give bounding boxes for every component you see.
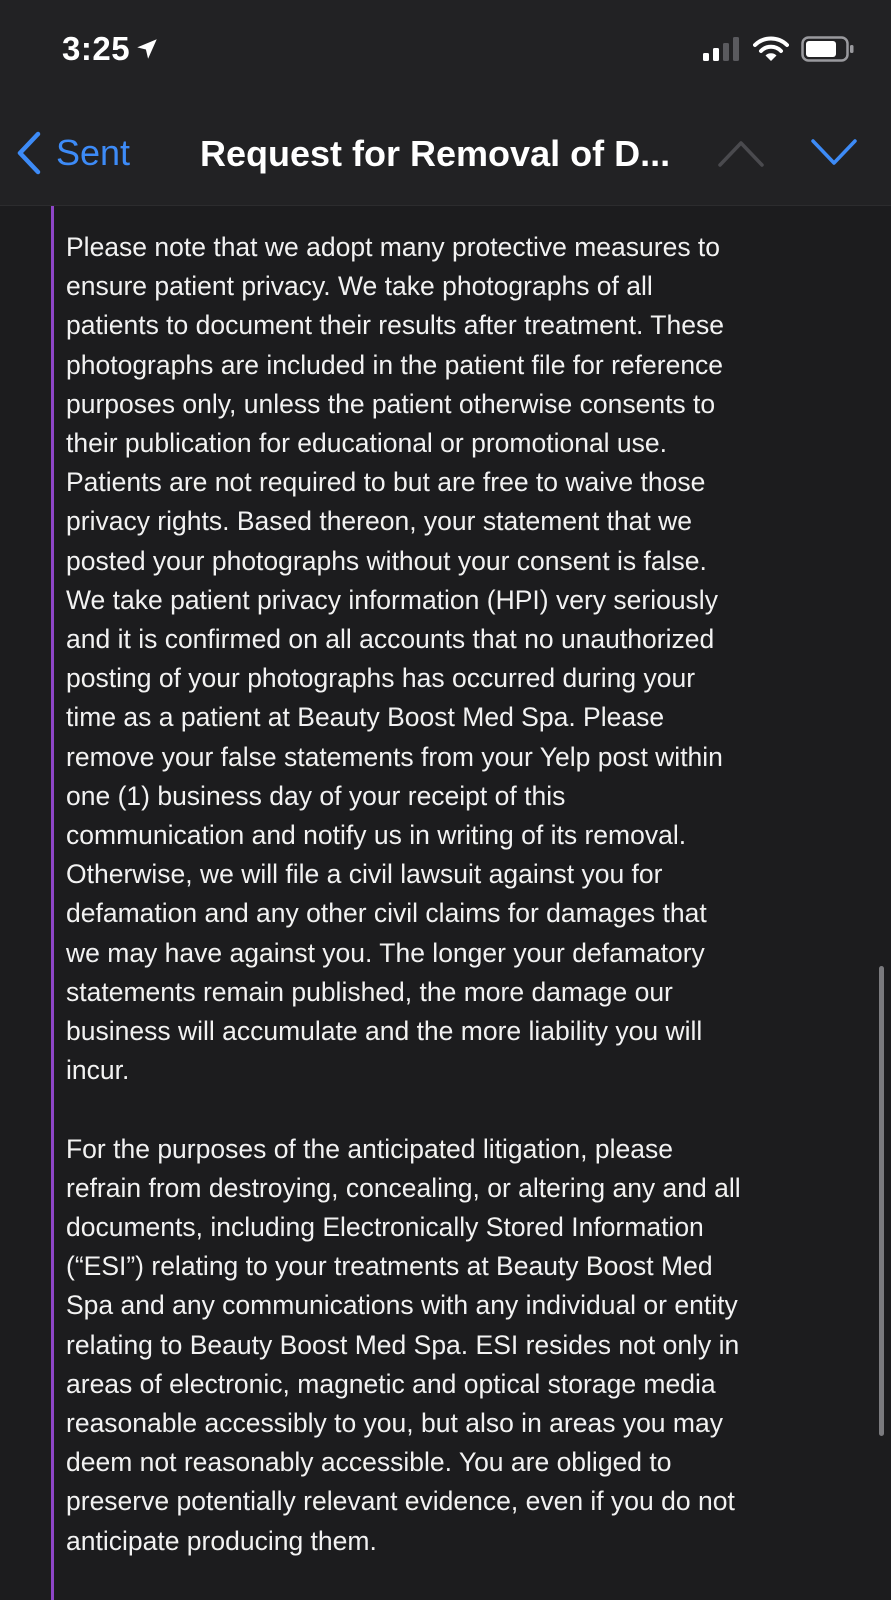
previous-message-button[interactable] [717,135,765,176]
status-icons [703,36,855,62]
scrollbar[interactable] [879,966,884,1436]
wifi-icon [753,36,789,62]
next-message-button[interactable] [810,135,858,176]
nav-bar [0,105,891,206]
message-paragraph: Please note that we adopt many protective measures to ensure patient privacy. We take photographs of all patients to document their results after treatment. These photographs are included in the patient file for reference purposes only, unless the patient otherwise consents to their publication for educational or promotional use. Patients are not required to but are free to waive those privacy rights. Based thereon, your statement that we posted your photographs without your consent is false. We take patient privacy information (HPI) very seriously and it is confirmed on all accounts that no unauthorized posting of your photographs has occurred during your time as a patient at Beauty Boost Med Spa. Please remove your false statements from your Yelp post within one (1) business day of your receipt of this communication and notify us in writing of its removal. Otherwise, we will file a civil lawsuit against you for defamation and any other civil claims for damages that we may have against you. The longer your defamatory statements remain published, the more damage our business will accumulate and the more liability you will incur. [66,232,724,1086]
status-time [62,30,160,68]
back-button[interactable] [16,131,130,175]
battery-icon [801,36,855,62]
back-label: Sent [56,132,131,173]
status-time-text: 3:25 [62,30,131,67]
chevron-up-icon [717,135,765,171]
quote-bar [51,206,54,1600]
message-body[interactable] [0,206,891,1600]
page-title: Request for Removal of D... [200,133,671,174]
message-paragraph: For the purposes of the anticipated litigation, please refrain from destroying, concealing, or altering any and all documents, including Electronically Stored Information (“ESI”) relating to your treatments at Beauty Boost Med Spa and any communications with any individual or entity relating to Beauty Boost Med Spa. ESI resides not only in areas of electronic, magnetic and optical storage media reasonable accessibly to you, but also in areas you may deem not reasonably accessible. You are obliged to preserve potentially relevant evidence, even if you do not anticipate producing them. [66,1133,741,1556]
location-arrow-icon [134,36,160,62]
chevron-down-icon [810,135,858,171]
cellular-signal-icon [703,37,741,61]
chevron-left-icon [16,131,42,175]
message-text [66,228,836,1561]
status-bar [0,0,891,105]
